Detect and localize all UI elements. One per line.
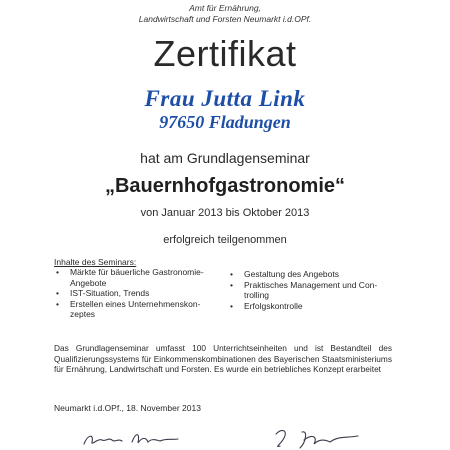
recipient-name: Frau Jutta Link — [144, 86, 306, 111]
bullet-icon: • — [230, 279, 233, 290]
contents-list-left — [54, 267, 224, 320]
issuer-line-2: Landwirtschaft und Forsten Neumarkt i.d.OPf. — [138, 14, 312, 24]
list-item-text: Erstellen eines Unternehmenskon-zeptes — [70, 298, 201, 319]
seminar-scope-text: Das Grundlagenseminar umfasst 100 Unterrichtseinheiten und ist Bestandteil des Qualifizierungssystems für Einkommenskombinationen des Bayerischen Staatsministeriums für Ernährung, Landwirtschaft und Forsten. Es wurde ein betriebliches Konzept erarbeitet — [54, 343, 392, 374]
bullet-icon: • — [230, 269, 233, 279]
bullet-icon: • — [56, 298, 59, 309]
recipient-place: 97650 Fladungen — [159, 112, 291, 132]
signature-left-icon — [80, 428, 190, 450]
completion-statement: erfolgreich teilgenommen — [163, 234, 287, 246]
bullet-icon: • — [56, 267, 59, 277]
place-and-date: Neumarkt i.d.OPf., 18. November 2013 — [54, 403, 201, 413]
issuer-line-1: Amt für Ernährung, — [189, 3, 261, 13]
contents-heading: Inhalte des Seminars: — [54, 257, 137, 267]
bullet-icon: • — [230, 300, 233, 311]
signature-right-icon — [268, 426, 378, 450]
seminar-intro: hat am Grundlagenseminar — [140, 150, 310, 166]
list-item-text: Erfolgskontrolle — [244, 300, 303, 311]
list-item — [54, 299, 224, 320]
list-item — [54, 288, 224, 299]
list-item — [228, 280, 398, 301]
list-item-text: Praktisches Management und Con-trolling — [244, 279, 378, 300]
seminar-period: von Januar 2013 bis Oktober 2013 — [140, 207, 310, 219]
list-item — [54, 267, 224, 288]
contents-list-right — [228, 269, 398, 311]
list-item-text: IST-Situation, Trends — [70, 288, 150, 298]
bullet-icon: • — [56, 288, 59, 298]
list-item-text: Märkte für bäuerliche Gastronomie-Angebote — [70, 267, 204, 288]
list-item-text: Gestaltung des Angebots — [244, 269, 339, 279]
seminar-name: „Bauernhofgastronomie“ — [104, 175, 346, 197]
list-item — [228, 301, 398, 312]
list-item — [228, 269, 398, 280]
certificate-title: Zertifikat — [153, 33, 297, 74]
